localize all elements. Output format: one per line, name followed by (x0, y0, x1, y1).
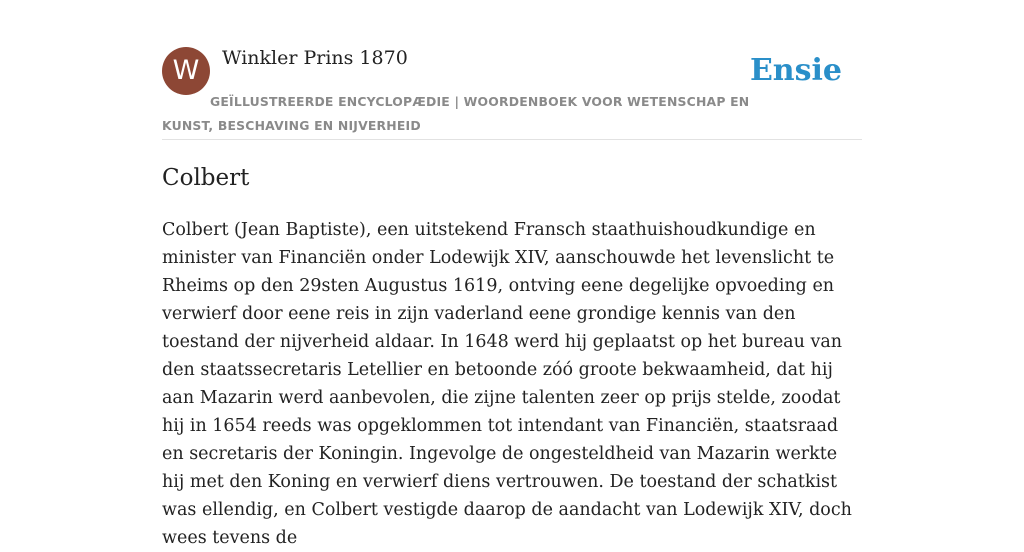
source-header (162, 46, 862, 140)
entry-body: Colbert (Jean Baptiste), een uitstekend Fransch staathuishoudkundige en minister van Financiën onder Lodewijk XIV, aanschouwde het levenslicht te Rheims op den 29sten Augustus 1619, ontving eene degelijke opvoeding en verwierf door eene reis in zijn vaderland eene grondige kennis van den toestand der nijverheid aldaar. In 1648 werd hij geplaatst op het bureau van den staatssecretaris Letellier en betoonde zóó groote bekwaamheid, dat hij aan Mazarin werd aanbevolen, die zijne talenten zeer op prijs stelde, zoodat hij in 1654 reeds was opgeklommen tot intendant van Financiën, staatsraad en secretaris der Koningin. Ingevolge de ongesteldheid van Mazarin werkte hij met den Koning en verwierf diens vertrouwen. De toestand der schatkist was ellendig, en Colbert vestigde daarop de aandacht van Lodewijk XIV, doch wees tevens de (162, 220, 852, 548)
source-avatar[interactable]: W (162, 47, 210, 95)
header-divider (162, 139, 862, 140)
brand-logo-link[interactable]: Ensie (749, 53, 842, 88)
source-title-link[interactable]: Winkler Prins 1870 (222, 47, 408, 69)
source-subtitle: GEÏLLUSTREERDE ENCYCLOPÆDIE | WOORDENBOEK VOOR WETENSCHAP EN KUNST, BESCHAVING EN NIJVERHEID (162, 94, 750, 133)
entry-title: Colbert (162, 165, 250, 191)
